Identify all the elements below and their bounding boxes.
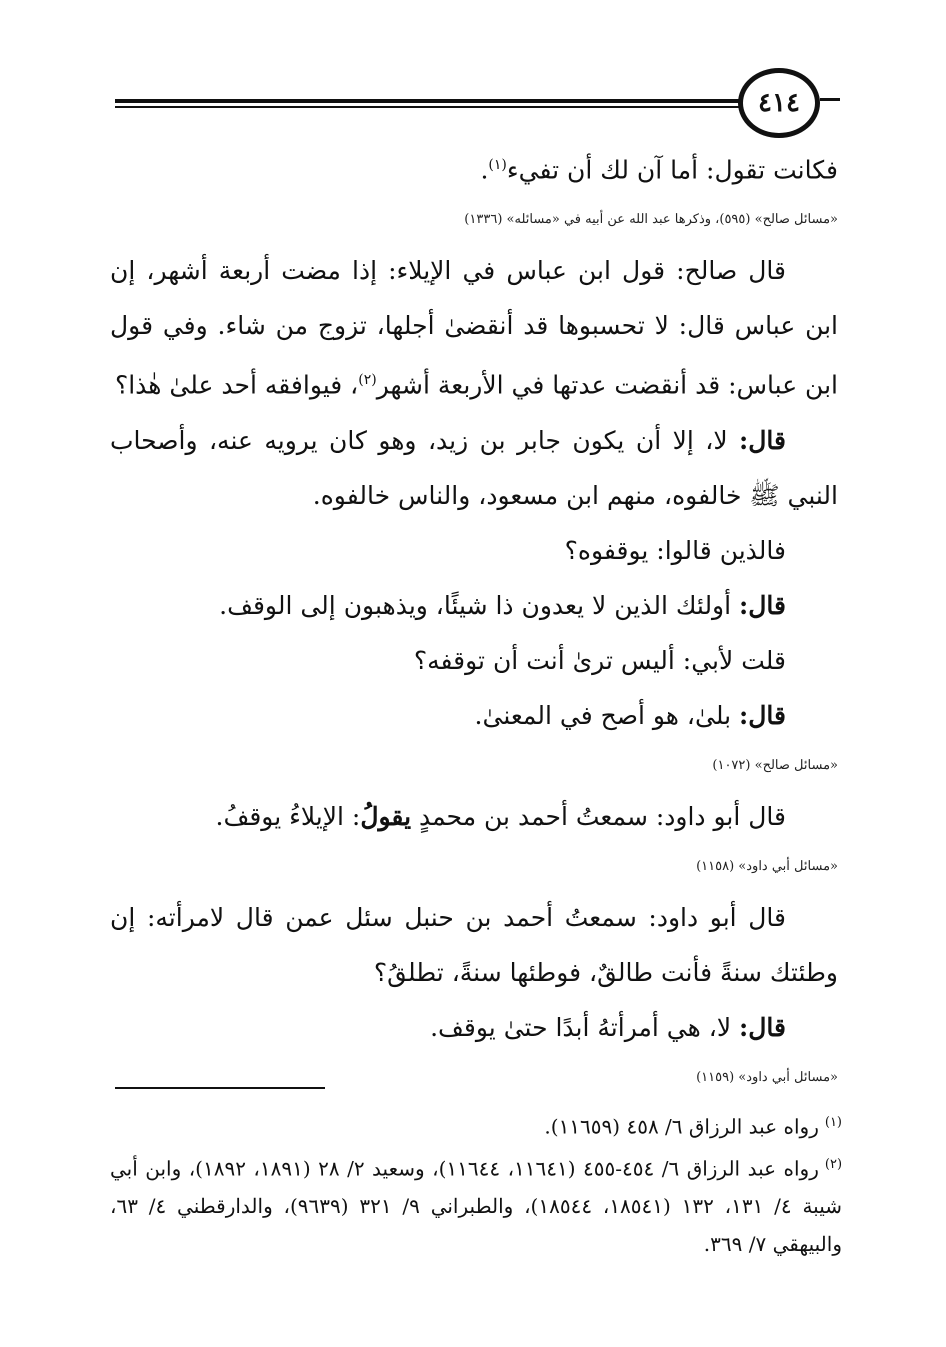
footnote-2-mark: (٢)	[824, 1156, 843, 1172]
qala-label: قال:	[739, 425, 786, 455]
header-rule-right	[820, 98, 840, 101]
qala-label: قال:	[739, 700, 786, 730]
source-citation-3: «مسائل أبي داود» (١١٥٨)	[696, 858, 838, 874]
paragraph-9: قال أبو داود: سمعتُ أحمد بن حنبل سئل عمن قال لامرأته: إن وطئتك سنةً فأنت طالقٌ، فوطئها سنةً، تطلقُ؟	[110, 902, 838, 987]
header-rule-thin	[115, 106, 740, 108]
source-citation-2: «مسائل صالح» (١٠٧٢)	[712, 757, 838, 773]
paragraph-8-text: قال أبو داود: سمعتُ أحمد بن محمدٍ	[411, 801, 786, 831]
paragraph-10-text: لا، هي أمرأتهُ أبدًا حتىٰ يوقف.	[430, 1012, 740, 1042]
paragraph-7-text: بلىٰ، هو أصح في المعنىٰ.	[474, 700, 740, 730]
paragraph-3-text: لا، إلا أن يكون جابر بن زيد، وهو كان يرويه عنه، وأصحاب النبي ﷺ خالفوه، منهم ابن مسعود، والناس خالفوه.	[110, 425, 838, 510]
paragraph-8-tail: : الإيلاءُ يوقفُ.	[215, 801, 361, 831]
page-header	[0, 60, 946, 140]
paragraph-7	[110, 688, 838, 743]
footnote-divider	[115, 1087, 325, 1089]
paragraph-2-tail: ، فيوافقه أحد علىٰ هٰذا؟	[114, 370, 359, 400]
qala-label: قال:	[739, 590, 786, 620]
paragraph-2-text: قال صالح: قول ابن عباس في الإيلاء: إذا مضت أربعة أشهر، إن ابن عباس قال: لا تحسبوها قد أنقضىٰ أجلها، تزوج من شاء. وفي قول ابن عباس: قد أنقضت عدتها في الأربعة أشهر	[110, 256, 838, 400]
paragraph-5-text: أولئك الذين لا يعدون ذا شيئًا، ويذهبون إلى الوقف.	[219, 590, 740, 620]
paragraph-2	[110, 243, 838, 412]
footnote-ref-1[interactable]: (١)	[488, 157, 507, 173]
source-citation-1: «مسائل صالح» (٥٩٥)، وذكرها عبد الله عن أبيه في «مسائله» (١٣٣٦)	[464, 212, 838, 228]
footnotes	[110, 1104, 842, 1263]
page-body	[110, 138, 838, 1101]
footnote-ref-2[interactable]: (٢)	[358, 372, 377, 389]
paragraph-5	[110, 578, 838, 633]
paragraph-1-tail: .	[480, 155, 489, 185]
paragraph-3	[110, 413, 838, 523]
source-citation-4: «مسائل أبي داود» (١١٥٩)	[696, 1069, 838, 1085]
paragraph-10	[110, 1000, 838, 1055]
footnote-2-text: رواه عبد الرزاق ٦/ ٤٥٤-٤٥٥ (١١٦٤١، ١١٦٤٤)، وسعيد ٢/ ٢٨ (١٨٩١، ١٨٩٢)، وابن أبي شيبة ٤/ ١٣١، ١٣٢ (١٨٥٤١، ١٨٥٤٤)، والطبراني ٩/ ٣٢١ (٩٦٣٩)، والدارقطني ٤/ ٦٣، والبيهقي ٧/ ٣٦٩.	[110, 1156, 843, 1257]
page-number: ٤١٤	[738, 68, 820, 138]
yaqul-label: يقولُ	[360, 801, 412, 831]
paragraph-6: قلت لأبي: أليس ترىٰ أنت أن توقفه؟	[413, 645, 786, 675]
footnote-1-text: رواه عبد الرزاق ٦/ ٤٥٨ (١١٦٥٩).	[544, 1114, 819, 1139]
footnote-1	[110, 1104, 842, 1146]
header-rule-thick	[115, 99, 740, 103]
qala-label: قال:	[739, 1012, 786, 1042]
paragraph-4: فالذين قالوا: يوقفوه؟	[564, 535, 786, 565]
footnote-1-mark: (١)	[824, 1115, 842, 1130]
paragraph-1-text: فكانت تقول: أما آن لك أن تفيء	[506, 155, 838, 185]
footnote-2	[110, 1146, 842, 1264]
paragraph-8	[110, 789, 838, 844]
paragraph-1	[110, 138, 838, 197]
